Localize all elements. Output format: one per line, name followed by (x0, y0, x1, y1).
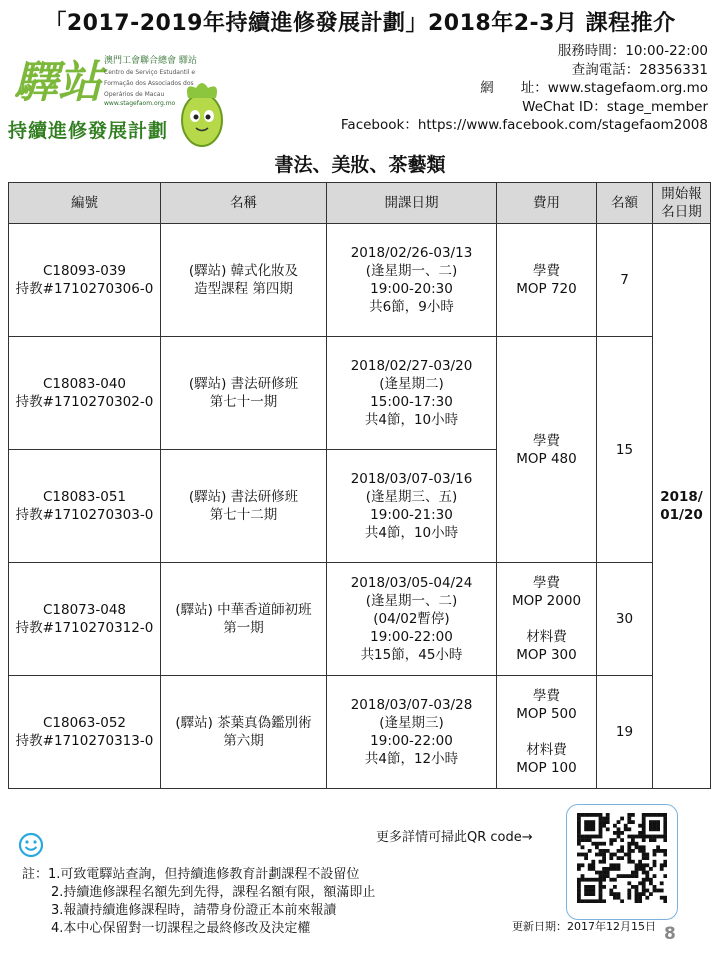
table-row (9, 676, 711, 789)
table-header-row (9, 183, 711, 224)
course-quota: 7 (597, 224, 653, 337)
course-table (8, 182, 711, 789)
course-fee: 學費 MOP 480 (497, 337, 597, 563)
header-name: 名稱 (161, 183, 327, 224)
table-row (9, 224, 711, 337)
note-item: 註：1.可致電驛站查詢，但持續進修教育計劃課程不設留位 (22, 867, 360, 882)
page-title: 「2017-2019年持續進修發展計劃」2018年2-3月 課程推介 (44, 11, 676, 36)
program-name: 持續進修發展計劃 (8, 120, 169, 142)
qr-code-frame (566, 804, 678, 920)
course-name: (驛站) 書法研修班 第七十二期 (161, 450, 327, 563)
course-quota: 30 (597, 563, 653, 676)
qr-hint: 更多詳情可掃此QR code→ (376, 830, 533, 845)
course-schedule: 2018/03/05-04/24 (逢星期一、二) (04/02暫停) 19:00-22:00 共15節，45小時 (327, 563, 497, 676)
notes-section (22, 866, 375, 938)
smiley-icon (18, 832, 44, 858)
course-name: (驛站) 韓式化妝及 造型課程 第四期 (161, 224, 327, 337)
course-schedule: 2018/02/26-03/13 (逢星期一、二) 19:00-20:30 共6節，9小時 (327, 224, 497, 337)
course-fee: 學費 MOP 2000 材料費 MOP 300 (497, 563, 597, 676)
header-schedule: 開課日期 (327, 183, 497, 224)
table-row (9, 563, 711, 676)
course-name: (驛站) 茶葉真偽鑑別術 第六期 (161, 676, 327, 789)
page-number: 8 (664, 924, 676, 944)
inquiry-phone: 查詢電話：28356331 (571, 61, 708, 78)
header-fee: 費用 (497, 183, 597, 224)
note-item: 2.持續進修課程名額先到先得，課程名額有限，額滿即止 (51, 885, 376, 900)
course-code: C18093-039 持教#1710270306-0 (9, 224, 161, 337)
course-name: (驛站) 中華香道師初班 第一期 (161, 563, 327, 676)
logo-org-name: 澳門工會聯合總會 驛站 Centro de Serviço Estudantil e Formação dos Associados dos Operários de Macau (104, 56, 197, 98)
organization-logo (8, 42, 228, 142)
header-enroll-start-label: 開始報名日期 (661, 186, 702, 220)
course-name: (驛站) 書法研修班 第七十一期 (161, 337, 327, 450)
course-schedule: 2018/03/07-03/16 (逢星期三、五) 19:00-21:30 共4節，10小時 (327, 450, 497, 563)
website-url[interactable]: 網 址：www.stagefaom.org.mo (480, 80, 708, 96)
course-code: C18083-040 持教#1710270302-0 (9, 337, 161, 450)
mascot-illustration (174, 78, 230, 150)
service-hours: 服務時間：10:00-22:00 (557, 43, 708, 59)
wechat-id: WeChat ID：stage_member (522, 98, 708, 115)
course-fee: 學費 MOP 720 (497, 224, 597, 337)
note-item: 3.報讀持續進修課程時，請帶身份證正本前來報讀 (51, 903, 337, 918)
section-heading: 書法、美妝、茶藝類 (274, 154, 446, 176)
qr-code-icon[interactable] (577, 813, 667, 903)
logo-mark: 驛站 (14, 57, 102, 108)
course-schedule: 2018/03/07-03/28 (逢星期三) 19:00-22:00 共4節，12小時 (327, 676, 497, 789)
header-enroll-start (653, 183, 711, 224)
note-item: 4.本中心保留對一切課程之最終修改及決定權 (51, 921, 311, 936)
course-quota: 19 (597, 676, 653, 789)
contact-info (341, 42, 708, 135)
logo-website: www.stagefaom.org.mo (104, 100, 176, 107)
course-schedule: 2018/02/27-03/20 (逢星期二) 15:00-17:30 共4節，10小時 (327, 337, 497, 450)
notes-label: 註： (22, 867, 49, 882)
course-code: C18063-052 持教#1710270313-0 (9, 676, 161, 789)
course-quota: 15 (597, 337, 653, 563)
course-code: C18073-048 持教#1710270312-0 (9, 563, 161, 676)
course-code: C18083-051 持教#1710270303-0 (9, 450, 161, 563)
facebook-url[interactable]: Facebook：https://www.facebook.com/stagefaom2008 (340, 117, 708, 133)
update-date: 更新日期：2017年12月15日 (512, 920, 656, 933)
enroll-start-date: 2018/ 01/20 (653, 224, 711, 789)
course-fee: 學費 MOP 500 材料費 MOP 100 (497, 676, 597, 789)
header-code: 編號 (9, 183, 161, 224)
table-row (9, 337, 711, 450)
header-quota: 名額 (597, 183, 653, 224)
